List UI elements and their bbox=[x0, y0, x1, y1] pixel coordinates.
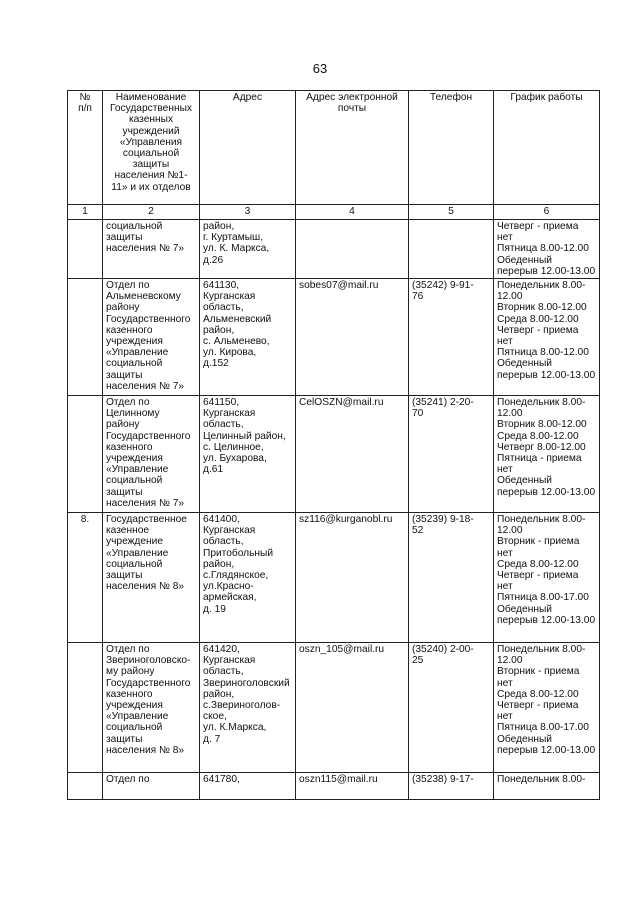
header-phone: Телефон bbox=[409, 91, 494, 205]
page-number: 63 bbox=[312, 61, 328, 76]
row-name: социальной защиты населения № 7» bbox=[103, 220, 200, 279]
column-number: 1 bbox=[68, 205, 103, 220]
table-row bbox=[68, 396, 600, 513]
header-num: № п/п bbox=[68, 91, 103, 205]
row-num bbox=[68, 773, 103, 800]
column-number: 3 bbox=[200, 205, 296, 220]
header-address: Адрес bbox=[200, 91, 296, 205]
row-phone bbox=[409, 220, 494, 279]
column-number-row bbox=[68, 205, 600, 220]
row-address: 641780, bbox=[200, 773, 296, 800]
row-phone: (35238) 9-17- bbox=[409, 773, 494, 800]
row-schedule: Понедельник 8.00- bbox=[494, 773, 600, 800]
row-email: sz116@kurganobl.ru bbox=[296, 513, 409, 643]
row-num bbox=[68, 220, 103, 279]
row-phone: (35240) 2-00- 25 bbox=[409, 643, 494, 773]
row-email bbox=[296, 220, 409, 279]
row-address: район, г. Куртамыш, ул. К. Маркса, д.26 bbox=[200, 220, 296, 279]
row-address: 641130, Курганская область, Альменевский район, с. Альменево, ул. Кирова, д.152 bbox=[200, 279, 296, 396]
row-num bbox=[68, 279, 103, 396]
row-schedule: Четверг - приема нет Пятница 8.00-12.00 Обеденный перерыв 12.00-13.00 bbox=[494, 220, 600, 279]
row-email: oszn_105@mail.ru bbox=[296, 643, 409, 773]
row-email: CelOSZN@mail.ru bbox=[296, 396, 409, 513]
table-row bbox=[68, 513, 600, 643]
table-row bbox=[68, 773, 600, 800]
institutions-table bbox=[67, 90, 600, 800]
header-name: Наименование Государственных казенных учреждений «Управления социальной защиты населения №1- 11» и их отделов bbox=[103, 91, 200, 205]
table-row bbox=[68, 279, 600, 396]
row-schedule: Понедельник 8.00- 12.00 Вторник 8.00-12.00 Среда 8.00-12.00 Четверг 8.00-12.00 Пятница - приема нет Обеденный перерыв 12.00-13.00 bbox=[494, 396, 600, 513]
column-number: 2 bbox=[103, 205, 200, 220]
row-name: Отдел по Альменевскому району Государственного казенного учреждения «Управление социальной защиты населения № 7» bbox=[103, 279, 200, 396]
table-row bbox=[68, 220, 600, 279]
column-number: 4 bbox=[296, 205, 409, 220]
row-phone: (35239) 9-18- 52 bbox=[409, 513, 494, 643]
row-phone: (35241) 2-20- 70 bbox=[409, 396, 494, 513]
row-name: Государственное казенное учреждение «Управление социальной защиты населения № 8» bbox=[103, 513, 200, 643]
column-number: 5 bbox=[409, 205, 494, 220]
row-phone: (35242) 9-91- 76 bbox=[409, 279, 494, 396]
row-schedule: Понедельник 8.00- 12.00 Вторник - приема нет Среда 8.00-12.00 Четверг - приема нет Пятница 8.00-17.00 Обеденный перерыв 12.00-13.00 bbox=[494, 513, 600, 643]
header-schedule: График работы bbox=[494, 91, 600, 205]
row-schedule: Понедельник 8.00- 12.00 Вторник 8.00-12.00 Среда 8.00-12.00 Четверг - приема нет Пятница 8.00-12.00 Обеденный перерыв 12.00-13.00 bbox=[494, 279, 600, 396]
row-address: 641400, Курганская область, Притобольный район, с.Глядянское, ул.Красно- армейская, д. 19 bbox=[200, 513, 296, 643]
row-address: 641150, Курганская область, Целинный район, с. Целинное, ул. Бухарова, д.61 bbox=[200, 396, 296, 513]
table-row bbox=[68, 643, 600, 773]
row-email: oszn115@mail.ru bbox=[296, 773, 409, 800]
header-email: Адрес электронной почты bbox=[296, 91, 409, 205]
column-number: 6 bbox=[494, 205, 600, 220]
row-num bbox=[68, 643, 103, 773]
row-name: Отдел по bbox=[103, 773, 200, 800]
row-num: 8. bbox=[68, 513, 103, 643]
header-row bbox=[68, 91, 600, 205]
row-address: 641420, Курганская область, Звериноголовский район, с.Звериноголов- ское, ул. К.Маркса, д. 7 bbox=[200, 643, 296, 773]
row-name: Отдел по Звериноголовско- му району Государственного казенного учреждения «Управление социальной защиты населения № 8» bbox=[103, 643, 200, 773]
row-name: Отдел по Целинному району Государственного казенного учреждения «Управление социальной защиты населения № 7» bbox=[103, 396, 200, 513]
row-email: sobes07@mail.ru bbox=[296, 279, 409, 396]
row-schedule: Понедельник 8.00- 12.00 Вторник - приема нет Среда 8.00-12.00 Четверг - приема нет Пятница 8.00-17.00 Обеденный перерыв 12.00-13.00 bbox=[494, 643, 600, 773]
row-num bbox=[68, 396, 103, 513]
